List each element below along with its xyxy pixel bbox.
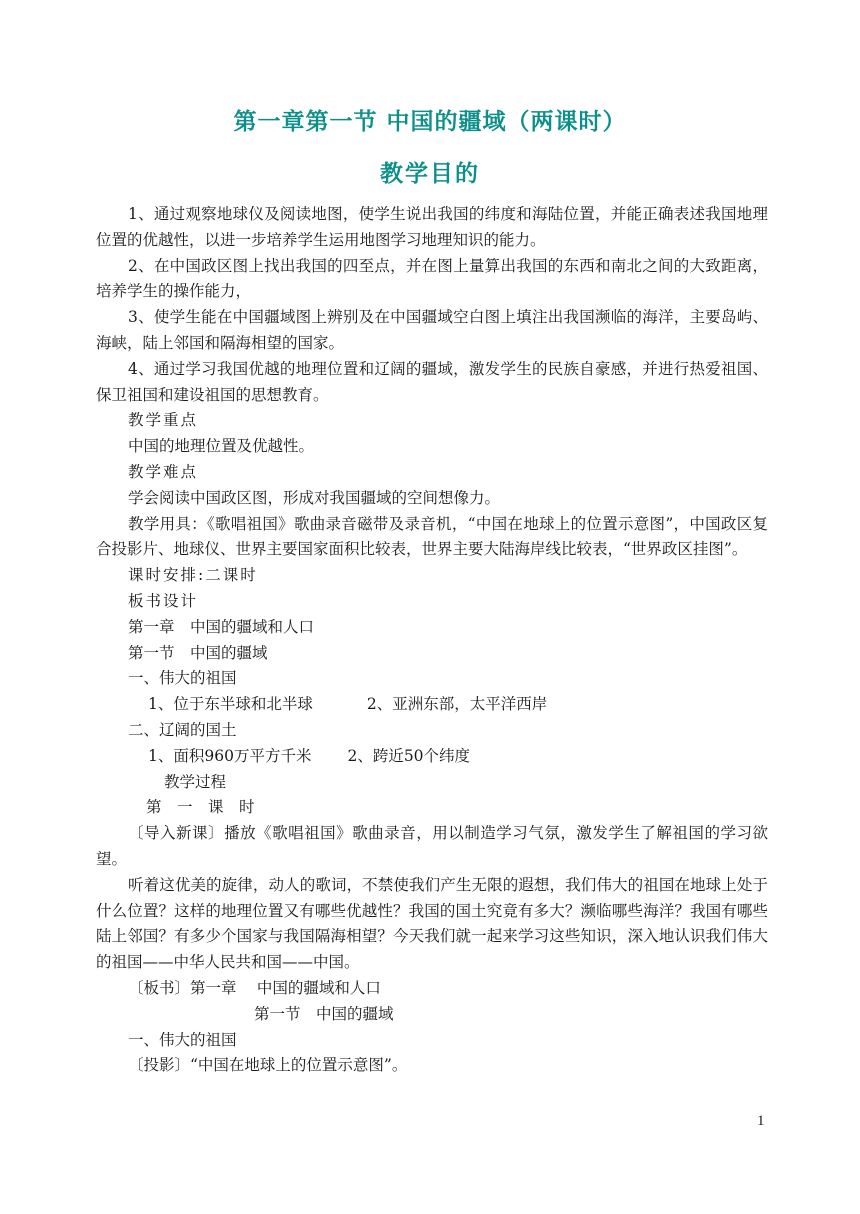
great-motherland-heading: 一、伟大的祖国 (128, 1030, 237, 1049)
board-part-2-item-1: 1、面积960万平方千米 (148, 746, 312, 765)
objective-paragraph: 3、使学生能在中国疆域图上辨别及在中国疆域空白图上填注出我国濒临的海洋，主要岛屿、海峡，陆上邻国和隔海相望的国家。 (96, 308, 768, 352)
board-chapter: 第一章 中国的疆域和人口 (128, 617, 315, 636)
teaching-tools-paragraph: 教学用具：《歌唱祖国》歌曲录音磁带及录音机，“中国在地球上的位置示意图”，中国政区复合投影片、地球仪、世界主要国家面积比较表，世界主要大陆海岸线比较表，“世界政区挂图”。 (96, 514, 768, 559)
schedule-text: 课时安排:二课时 (128, 566, 258, 585)
board-part-2-item-2: 2、跨近50个纬度 (347, 746, 471, 765)
intro-paragraph: 〔导入新课〕播放《歌唱祖国》歌曲录音，用以制造学习气氛，激发学生了解祖国的学习欲望。 (96, 824, 768, 868)
board-write-section: 第一节 中国的疆域 (254, 1004, 394, 1023)
board-part-1-items (96, 692, 768, 718)
lesson-label: 第 一 课 时 (146, 798, 255, 817)
process-label: 教学过程 (164, 772, 227, 791)
objective-paragraph: 4、通过学习我国优越的地理位置和辽阔的疆域，激发学生的民族自豪感，并进行热爱祖国、保卫祖国和建设祖国的思想教育。 (96, 359, 768, 404)
document-title: 第一章第一节 中国的疆域（两课时） (233, 109, 627, 135)
board-section: 第一节 中国的疆域 (128, 643, 268, 662)
narration-paragraph: 听着这优美的旋律，动人的歌词，不禁使我们产生无限的遐想，我们伟大的祖国在地球上处于什么位置？这样的地理位置又有哪些优越性？我国的国土究竟有多大？濒临哪些海洋？我国有哪些陆上邻国？有多少个国家与我国隔海相望？今天我们就一起来学习这些知识，深入地认识我们伟大的祖国——中华人民共和国——中国。 (96, 875, 768, 972)
page-number: 1 (757, 1113, 765, 1129)
difficulty-text: 学会阅读中国政区图，形成对我国疆域的空间想像力。 (128, 488, 501, 507)
difficulty-label: 教学难点 (128, 462, 199, 481)
objective-paragraph: 1、通过观察地球仪及阅读地图，使学生说出我国的纬度和海陆位置，并能正确表述我国地理位置的优越性，以进一步培养学生运用地图学习地理知识的能力。 (96, 205, 768, 249)
board-part-1-item-2: 2、亚洲东部，太平洋西岸 (366, 695, 548, 714)
key-point-label: 教学重点 (128, 411, 199, 430)
projection-line: 〔投影〕“中国在地球上的位置示意图”。 (128, 1056, 408, 1075)
objective-paragraph: 2、在中国政区图上找出我国的四至点，并在图上量算出我国的东西和南北之间的大致距离，培养学生的操作能力， (96, 256, 768, 301)
document-body (96, 202, 768, 1079)
board-part-1: 一、伟大的祖国 (128, 669, 237, 688)
board-part-1-item-1: 1、位于东半球和北半球 (148, 695, 313, 714)
section-heading-objectives: 教学目的 (380, 161, 480, 187)
board-design-label: 板书设计 (128, 591, 199, 610)
key-point-text: 中国的地理位置及优越性。 (128, 437, 315, 456)
board-write-chapter: 〔板书〕第一章 中国的疆域和人口 (128, 978, 381, 997)
board-part-2-items (96, 744, 768, 770)
board-part-2: 二、辽阔的国土 (128, 720, 237, 739)
